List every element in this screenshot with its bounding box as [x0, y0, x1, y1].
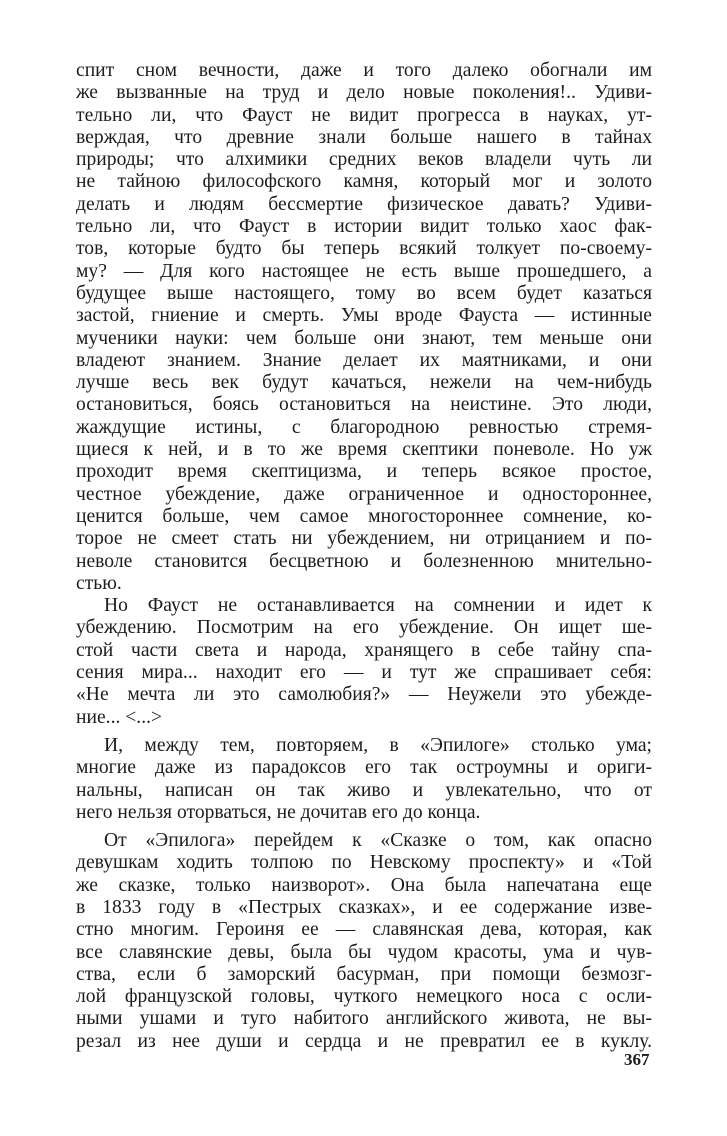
text-line: И, между тем, повторяем, в «Эпилоге» столько ума; [104, 734, 652, 756]
text-line: резал из нее души и сердца и не превратил ее в куклу. [76, 1030, 652, 1052]
text-line: стой части света и народа, хранящего в себе тайну спа- [76, 639, 652, 661]
text-line: торое не смеет стать ни убеждением, ни отрицанием и по- [76, 528, 652, 550]
text-line: От «Эпилога» перейдем к «Сказке о том, как опасно [104, 830, 652, 852]
text-line: все славянские девы, была бы чудом красоты, ума и чув- [76, 941, 652, 963]
paragraph [76, 60, 652, 595]
text-line: тов, которые будто бы теперь всякий толкует по-своему- [76, 238, 652, 260]
text-line: тельно ли, что Фауст в истории видит только хаос фак- [76, 216, 652, 238]
page-number: 367 [624, 1050, 650, 1069]
paragraph [76, 735, 652, 824]
text-line: Но Фауст не останавливается на сомнении и идет к [104, 595, 652, 617]
text-line: лой французской головы, чуткого немецкого носа с осли- [76, 986, 652, 1008]
text-line: неволе становится бесцветною и болезненною мнительно- [76, 550, 652, 572]
text-line: остановиться, боясь остановиться на неистине. Это люди, [76, 394, 652, 416]
text-line: спит сном вечности, даже и того далеко обогнали им [76, 60, 652, 81]
text-line: в 1833 году в «Пестрых сказках», и ее содержание изве- [76, 896, 652, 918]
text-line: девушкам ходить толпою по Невскому проспекту» и «Той [76, 852, 652, 874]
text-line: делать и людям бессмертие физическое давать? Удиви- [76, 193, 652, 215]
text-line: ными ушами и туго набитого английского живота, не вы- [76, 1008, 652, 1030]
text-line: застой, гниение и смерть. Умы вроде Фауста — истинные [76, 305, 652, 327]
text-line: щиеся к ней, и в то же время скептики поневоле. Но уж [76, 439, 652, 461]
text-line: «Не мечта ли это самолюбия?» — Неужели это убежде- [76, 684, 652, 706]
text-line: проходит время скептицизма, и теперь всякое простое, [76, 461, 652, 483]
text-line: природы; что алхимики средних веков владели чуть ли [76, 149, 652, 171]
text-line: владеют знанием. Знание делает их маятниками, и они [76, 349, 652, 371]
text-line: мученики науки: чем больше они знают, тем меньше они [76, 327, 652, 349]
page-text [76, 60, 652, 1053]
text-line: стью. [76, 572, 122, 594]
text-line: тельно ли, что Фауст не видит прогресса в науках, ут- [76, 104, 652, 126]
text-line: ства, если б заморский басурман, при помощи безмозг- [76, 963, 652, 985]
text-line: него нельзя оторваться, не дочитав его до конца. [76, 801, 481, 823]
text-line: ценится больше, чем самое многостороннее сомнение, ко- [76, 505, 652, 527]
text-line: жаждущие истины, с благородною ревностью стремя- [76, 416, 652, 438]
text-line: убеждению. Посмотрим на его убеждение. Он ищет ше- [76, 617, 652, 639]
text-line: не тайною философского камня, который мог и золото [76, 171, 652, 193]
text-line: же вызванные на труд и дело новые поколения!.. Удиви- [76, 82, 652, 104]
text-line: честное убеждение, даже ограниченное и одностороннее, [76, 483, 652, 505]
text-line: му? — Для кого настоящее не есть выше прошедшего, а [76, 260, 652, 282]
text-line: нальны, написан он так живо и увлекательно, что от [76, 779, 652, 801]
text-line: сения мира... находит его — и тут же спрашивает себя: [76, 662, 652, 684]
text-line: будущее выше настоящего, тому во всем будет казаться [76, 282, 652, 304]
paragraph [76, 595, 652, 729]
text-line: же сказке, только наизворот». Она была напечатана еще [76, 874, 652, 896]
text-line: ние... <...> [76, 706, 163, 728]
text-line: лучше весь век будут качаться, нежели на чем-нибудь [76, 372, 652, 394]
text-line: многие даже из парадоксов его так остроумны и ориги- [76, 757, 652, 779]
paragraph [76, 830, 652, 1053]
text-line: верждая, что древние знали больше нашего в тайнах [76, 126, 652, 148]
text-line: стно многим. Героиня ее — славянская дева, которая, как [76, 919, 652, 941]
